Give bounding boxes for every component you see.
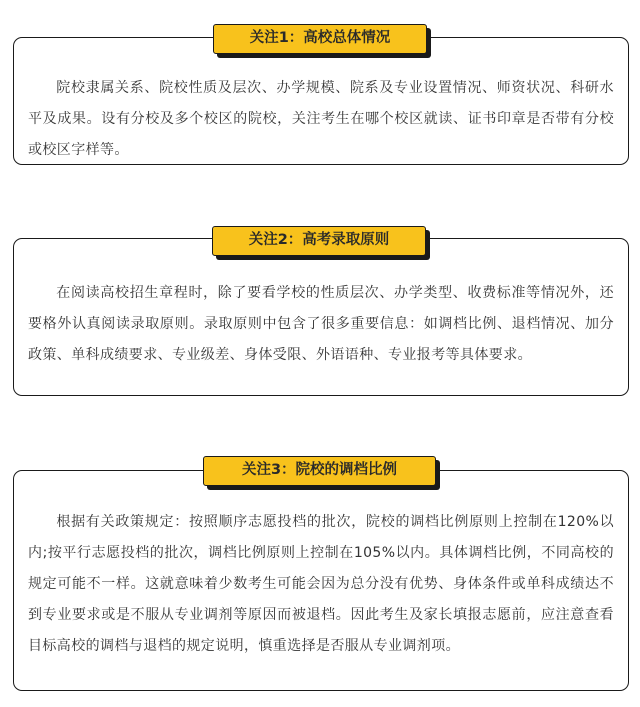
section-body-text: 在阅读高校招生章程时，除了要看学校的性质层次、办学类型、收费标准等情况外，还要格外认真阅读录取原则。录取原则中包含了很多重要信息：如调档比例、退档情况、加分政策、单科成绩要求、专业级差、身体受限、外语语种、专业报考等具体要求。 [28,285,614,363]
section-body-overview [14,38,628,166]
section-card-admission-principles [13,238,629,396]
section-body-transfer-ratio [14,471,628,662]
section-title-admission-principles: 关注2：高考录取原则 [212,226,426,256]
section-title-transfer-ratio: 关注3：院校的调档比例 [203,456,436,486]
section-body-text: 院校隶属关系、院校性质及层次、办学规模、院系及专业设置情况、师资状况、科研水平及成果。设有分校及多个校区的院校，关注考生在哪个校区就读、证书印章是否带有分校或校区字样等。 [28,80,614,158]
section-body-admission-principles [14,239,628,371]
section-body-text: 根据有关政策规定：按照顺序志愿投档的批次，院校的调档比例原则上控制在120%以内;按平行志愿投档的批次，调档比例原则上控制在105%以内。具体调档比例，不同高校的规定可能不一样。这就意味着少数考生可能会因为总分没有优势、身体条件或单科成绩达不到专业要求或是不服从专业调剂等原因而被退档。因此考生及家长填报志愿前，应注意查看目标高校的调档与退档的规定说明，慎重选择是否服从专业调剂项。 [28,514,614,654]
section-card-transfer-ratio [13,470,629,691]
section-title-overview: 关注1：高校总体情况 [213,24,427,54]
section-card-overview [13,37,629,165]
